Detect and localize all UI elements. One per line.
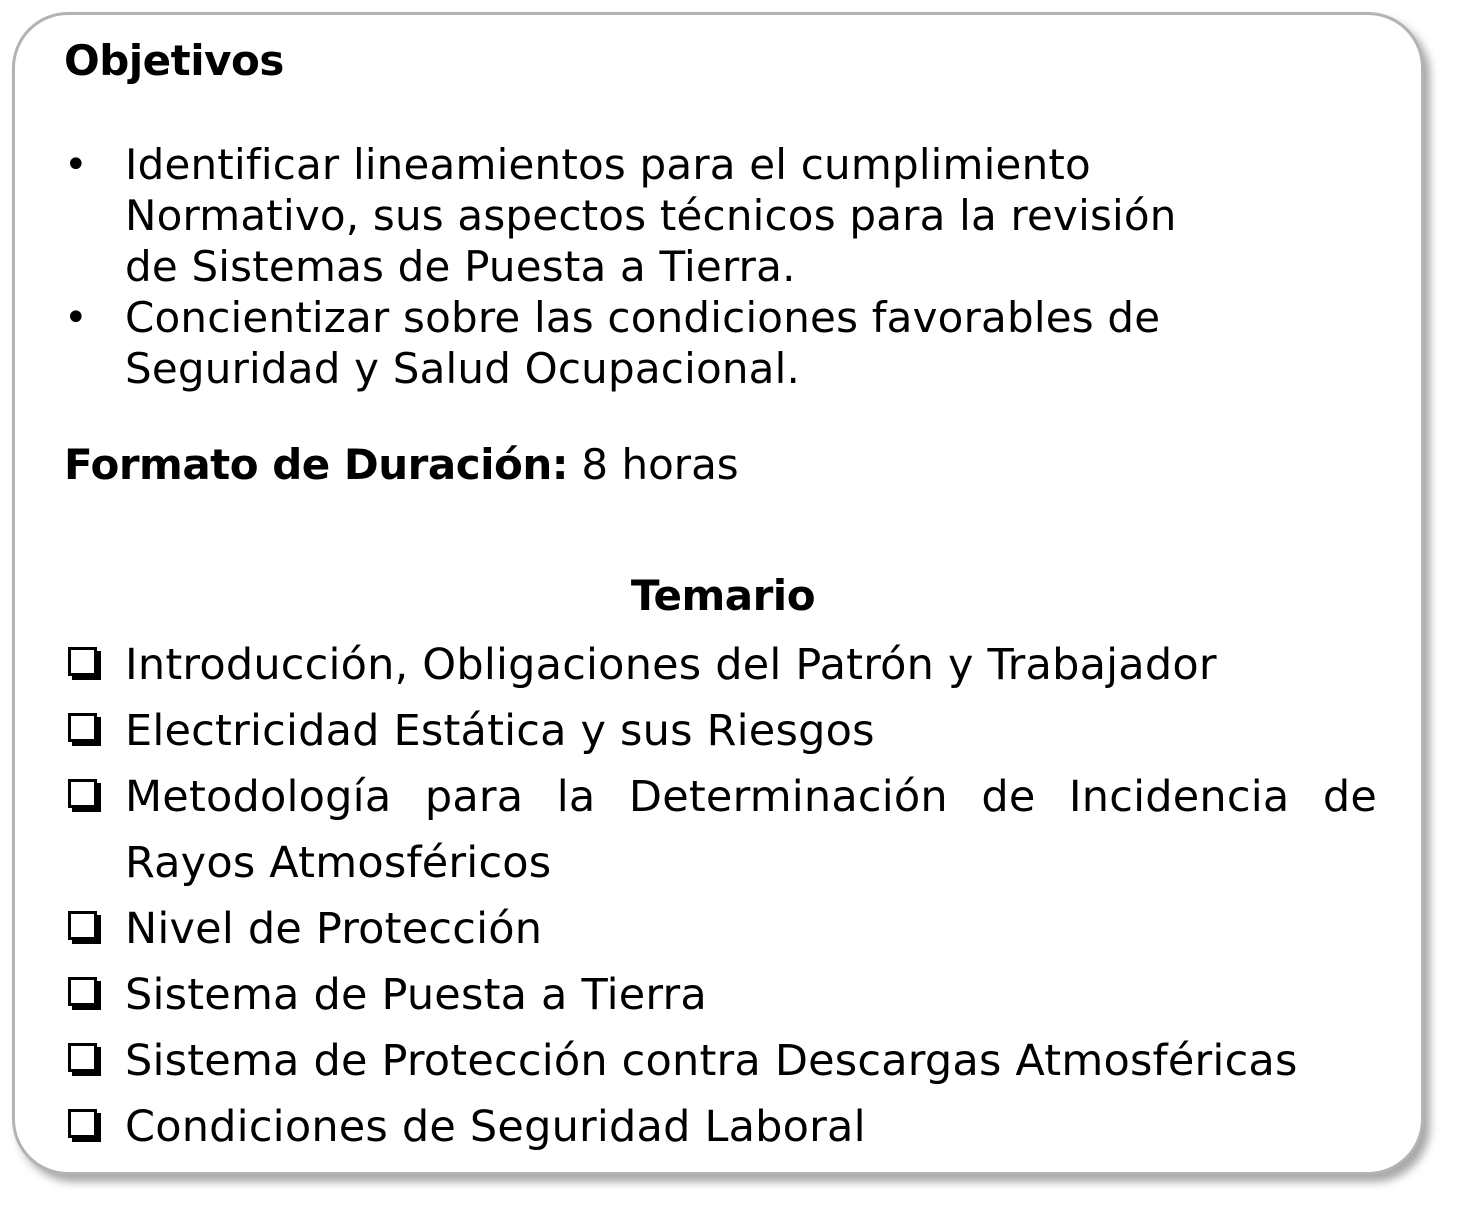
checkbox-icon	[68, 1043, 97, 1072]
objective-text	[125, 139, 1177, 292]
duration-line	[64, 440, 739, 489]
objectives-title: Objetivos	[64, 36, 284, 85]
checkbox-icon	[68, 713, 97, 742]
objective-line: Seguridad y Salud Ocupacional.	[125, 344, 801, 393]
objective-text	[125, 292, 1160, 394]
objective-line: de Sistemas de Puesta a Tierra.	[125, 242, 796, 291]
temario-title: Temario	[630, 571, 816, 620]
objective-line: Concientizar sobre las condiciones favorables de	[125, 293, 1161, 342]
temario-item-text: Electricidad Estática y sus Riesgos	[125, 706, 875, 756]
checkbox-icon	[68, 977, 97, 1006]
checkbox-icon	[68, 779, 97, 808]
bullet-icon: •	[64, 295, 88, 341]
bullet-icon: •	[64, 142, 88, 188]
temario-item-text: Introducción, Obligaciones del Patrón y Trabajador	[125, 640, 1217, 690]
checkbox-icon	[68, 647, 97, 676]
temario-item-text: Condiciones de Seguridad Laboral	[125, 1102, 866, 1152]
temario-item-text: Sistema de Puesta a Tierra	[125, 970, 707, 1020]
objective-line: Normativo, sus aspectos técnicos para la revisión	[125, 191, 1177, 240]
checkbox-icon	[68, 911, 97, 940]
temario-item-text: Metodología para la Determinación de Incidencia de Rayos Atmosféricos	[125, 772, 1377, 888]
temario-item-text: Nivel de Protección	[125, 904, 543, 954]
duration-value: 8 horas	[568, 440, 739, 489]
objective-line: Identificar lineamientos para el cumplimiento	[125, 140, 1091, 189]
checkbox-icon	[68, 1109, 97, 1138]
temario-item-text: Sistema de Protección contra Descargas Atmosféricas	[125, 1036, 1298, 1086]
duration-label: Formato de Duración:	[64, 440, 569, 489]
